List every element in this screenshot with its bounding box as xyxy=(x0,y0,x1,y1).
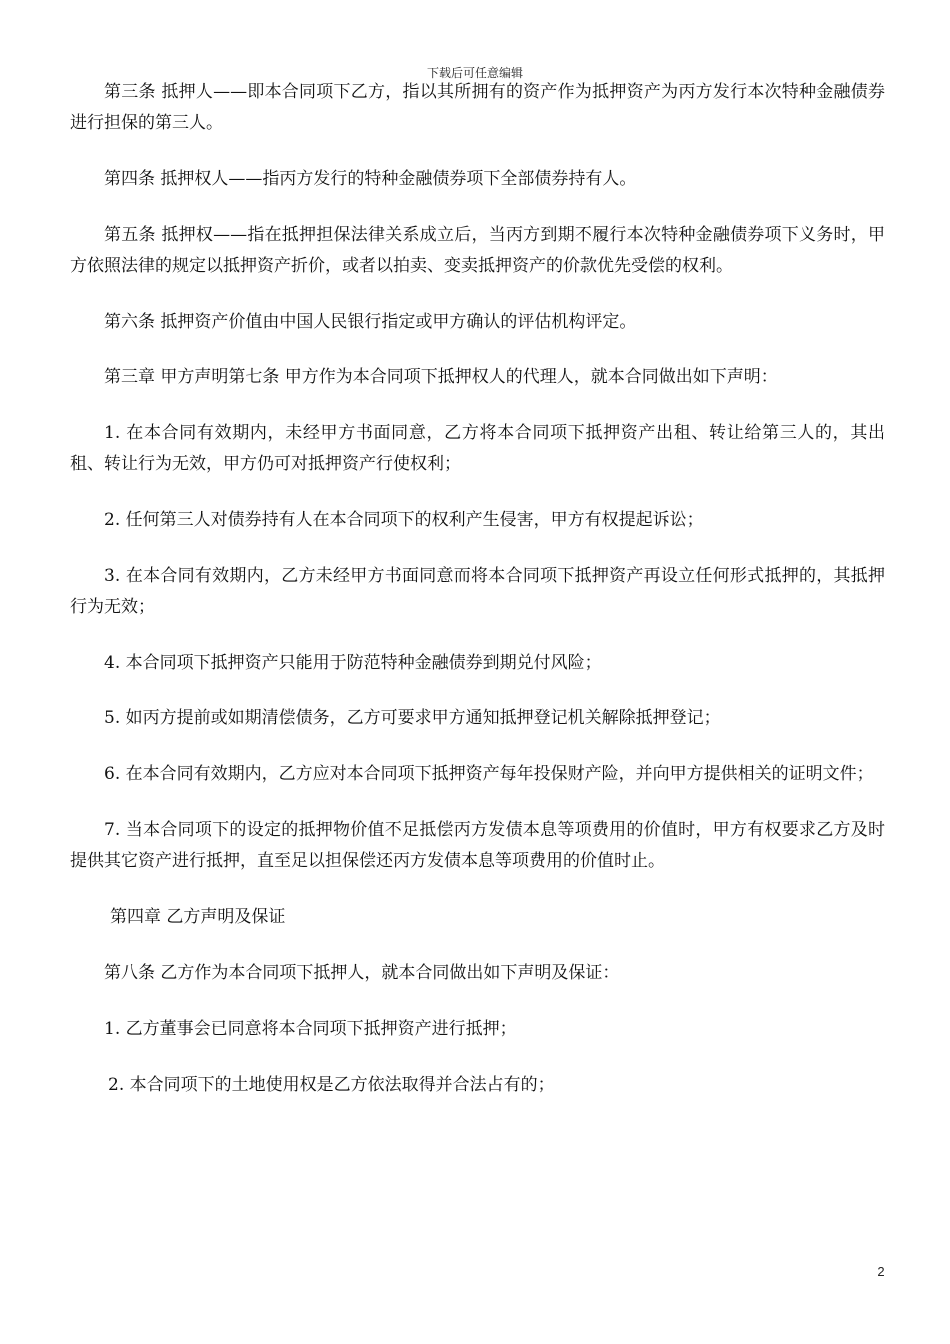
article-5: 第五条 抵押权——指在抵押担保法律关系成立后，当丙方到期不履行本次特种金融债券项下义务时，甲方依照法律的规定以抵押资产折价，或者以拍卖、变卖抵押资产的价款优先受偿的权利。 xyxy=(70,225,885,276)
article-8-item-1: 1. 乙方董事会已同意将本合同项下抵押资产进行抵押； xyxy=(104,1019,517,1039)
header-note: 下载后可任意编辑 xyxy=(426,66,523,80)
article-7-item-1: 1. 在本合同有效期内，未经甲方书面同意，乙方将本合同项下抵押资产出租、转让给第三人的，其出租、转让行为无效，甲方仍可对抵押资产行使权利； xyxy=(70,423,885,474)
article-7-item-2: 2. 任何第三人对债券持有人在本合同项下的权利产生侵害，甲方有权提起诉讼； xyxy=(104,510,704,530)
article-6: 第六条 抵押资产价值由中国人民银行指定或甲方确认的评估机构评定。 xyxy=(104,312,637,332)
document-body xyxy=(70,77,885,1101)
chapter-4-title: 第四章 乙方声明及保证 xyxy=(110,907,286,927)
article-7-item-3: 3. 在本合同有效期内，乙方未经甲方书面同意而将本合同项下抵押资产再设立任何形式抵押的，其抵押行为无效； xyxy=(70,566,885,617)
article-7-item-6: 6. 在本合同有效期内，乙方应对本合同项下抵押资产每年投保财产险，并向甲方提供相关的证明文件； xyxy=(104,764,874,784)
article-7-item-4: 4. 本合同项下抵押资产只能用于防范特种金融债券到期兑付风险； xyxy=(104,653,602,673)
article-4: 第四条 抵押权人——指丙方发行的特种金融债券项下全部债券持有人。 xyxy=(104,169,637,189)
chapter-3-article-7: 第三章 甲方声明第七条 甲方作为本合同项下抵押权人的代理人，就本合同做出如下声明： xyxy=(104,367,778,387)
page-number: 2 xyxy=(877,1264,885,1279)
article-8: 第八条 乙方作为本合同项下抵押人，就本合同做出如下声明及保证： xyxy=(104,963,620,983)
article-8-item-2: 2. 本合同项下的土地使用权是乙方依法取得并合法占有的； xyxy=(108,1075,555,1095)
article-3: 第三条 抵押人——即本合同项下乙方，指以其所拥有的资产作为抵押资产为丙方发行本次特种金融债券进行担保的第三人。 xyxy=(70,82,885,133)
article-7-item-5: 5. 如丙方提前或如期清偿债务，乙方可要求甲方通知抵押登记机关解除抵押登记； xyxy=(104,708,721,728)
article-7-item-7: 7. 当本合同项下的设定的抵押物价值不足抵偿丙方发债本息等项费用的价值时，甲方有权要求乙方及时提供其它资产进行抵押，直至足以担保偿还丙方发债本息等项费用的价值时止。 xyxy=(70,820,885,871)
